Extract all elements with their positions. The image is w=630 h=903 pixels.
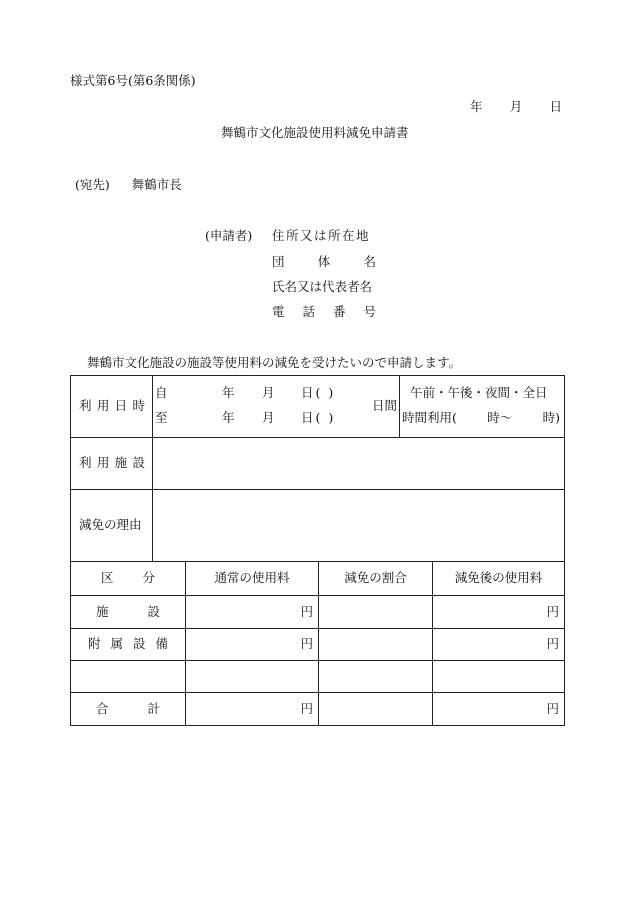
fee-header-rate: 減免の割合 — [344, 570, 407, 586]
date-month: 月 — [509, 99, 523, 114]
fee-rate-field[interactable] — [319, 693, 432, 725]
usage-to-day: 日( ) — [301, 410, 336, 425]
fee-row-blank-rate[interactable] — [319, 661, 432, 692]
addressee-name: 舞鶴市長 — [131, 177, 182, 192]
applicant-group-char: 団 — [272, 254, 285, 269]
fee-row-label — [71, 629, 185, 660]
usage-hourly-end: 時) — [542, 410, 560, 425]
usage-date-label-char: 日 — [114, 398, 128, 414]
usage-date-label-char: 時 — [132, 398, 145, 414]
fee-row-blank-label[interactable] — [71, 661, 185, 692]
usage-facility-label — [79, 438, 145, 489]
fee-header-category — [71, 562, 185, 595]
fee-header-normal: 通常の使用料 — [214, 570, 290, 586]
applicant-label: (申請者) — [205, 228, 253, 243]
fee-row-blank-normal[interactable] — [186, 661, 318, 692]
usage-date-label-char: 用 — [96, 398, 110, 414]
fee-rate-field[interactable] — [319, 596, 432, 628]
applicant-group-char: 名 — [363, 254, 376, 269]
applicant-name: 氏名又は代表者名 — [272, 279, 373, 294]
usage-hourly — [402, 412, 560, 425]
fee-normal-unit[interactable]: 円 — [300, 700, 313, 716]
reason-field[interactable] — [153, 490, 564, 561]
usage-facility-label-char: 施 — [114, 455, 128, 471]
usage-to-label: 至 — [155, 410, 168, 425]
fee-row-label-char: 備 — [155, 636, 168, 652]
addressee — [75, 179, 182, 192]
usage-from-day: 日( ) — [301, 385, 336, 400]
usage-from-year: 年 — [222, 385, 235, 400]
usage-hourly-mid: 時〜 — [487, 410, 513, 425]
form-number: 様式第6号(第6条関係) — [70, 73, 196, 88]
date-line — [470, 101, 562, 114]
fee-row-label-char: 属 — [110, 636, 123, 652]
usage-to-month: 月 — [262, 410, 275, 425]
fee-header-after: 減免後の使用料 — [454, 570, 543, 586]
application-statement: 舞鶴市文化施設の施設等使用料の減免を受けたいので申請します。 — [87, 355, 462, 370]
fee-row-label-char: 合 — [96, 700, 109, 716]
fee-row-blank-after[interactable] — [433, 661, 564, 692]
applicant-phone-char: 電 — [272, 304, 285, 319]
document-title: 舞鶴市文化施設使用料減免申請書 — [221, 125, 409, 140]
applicant-group-char: 体 — [317, 254, 331, 269]
addressee-label: (宛先) — [75, 177, 110, 192]
date-year: 年 — [470, 99, 483, 114]
fee-row-label-char: 附 — [88, 636, 101, 652]
usage-facility-label-char: 用 — [96, 455, 110, 471]
fee-rate-field[interactable] — [319, 629, 432, 660]
fee-row-label — [71, 693, 185, 725]
fee-header-category-char: 区 — [101, 570, 114, 586]
usage-hourly-prefix: 時間利用( — [402, 410, 457, 425]
fee-row-label — [71, 596, 185, 628]
usage-facility-label-char: 利 — [79, 455, 92, 471]
usage-date-label — [79, 376, 145, 437]
applicant-group — [272, 256, 376, 269]
applicant-phone-char: 話 — [302, 304, 315, 319]
usage-facility-label-char: 設 — [132, 455, 145, 471]
date-day: 日 — [549, 99, 562, 114]
usage-from-label: 自 — [155, 385, 168, 400]
usage-from-month: 月 — [262, 385, 275, 400]
applicant-address: 住所又は所在地 — [272, 228, 371, 243]
fee-row-label-char: 施 — [96, 603, 109, 619]
applicant-phone-char: 番 — [332, 304, 346, 319]
usage-days: 日間 — [372, 398, 398, 413]
reason-label: 減免の理由 — [79, 517, 142, 533]
usage-to-year: 年 — [222, 410, 235, 425]
fee-after-unit[interactable]: 円 — [546, 603, 559, 619]
applicant-phone — [272, 306, 376, 319]
fee-after-unit[interactable]: 円 — [546, 636, 559, 652]
usage-facility-field[interactable] — [153, 438, 564, 489]
fee-normal-unit[interactable]: 円 — [300, 636, 313, 652]
applicant-phone-char: 号 — [363, 304, 376, 319]
fee-normal-unit[interactable]: 円 — [300, 603, 313, 619]
fee-row-label-char: 計 — [147, 700, 160, 716]
usage-period-options: 午前・午後・夜間・全日 — [410, 385, 548, 400]
fee-header-category-char: 分 — [142, 570, 155, 586]
fee-row-label-char: 設 — [147, 603, 160, 619]
usage-date-label-char: 利 — [79, 398, 92, 414]
fee-after-unit[interactable]: 円 — [546, 700, 559, 716]
fee-row-label-char: 設 — [132, 636, 146, 652]
